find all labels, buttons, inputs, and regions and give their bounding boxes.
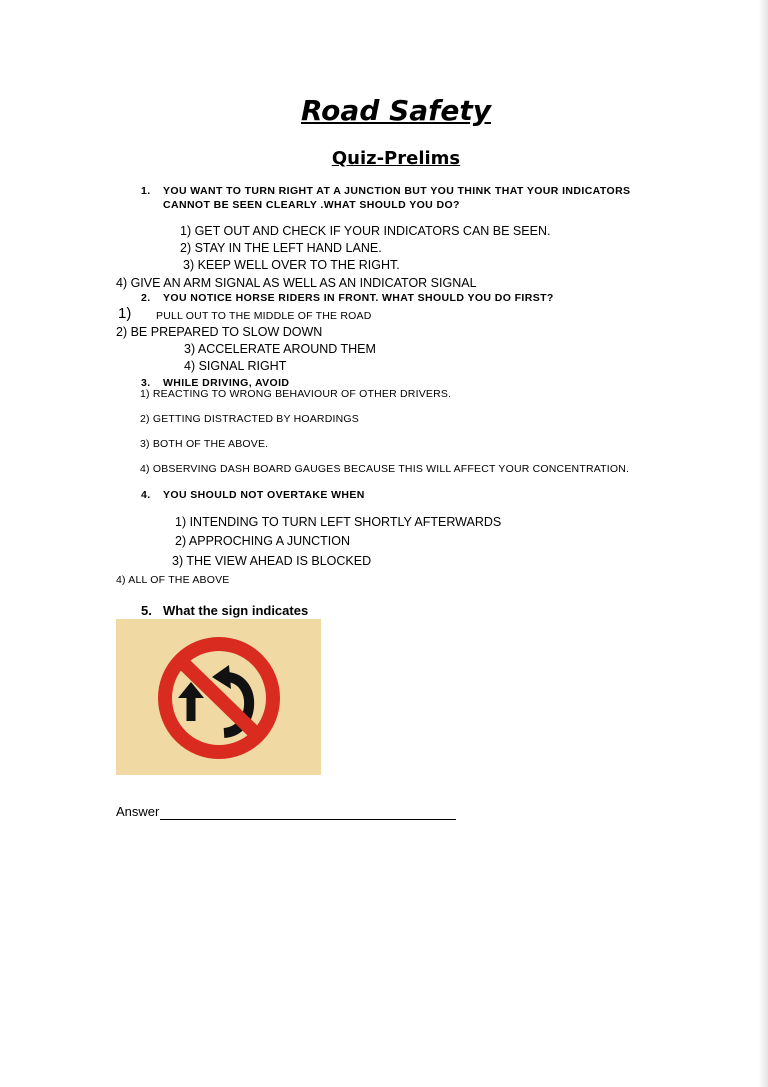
question-3-option-2: 2) GETTING DISTRACTED BY HOARDINGS	[140, 413, 359, 425]
question-1-number: 1.	[141, 185, 151, 197]
question-1-option-3: 3) KEEP WELL OVER TO THE RIGHT.	[183, 258, 400, 272]
question-3-option-3: 3) BOTH OF THE ABOVE.	[140, 438, 269, 450]
question-4-number: 4.	[141, 489, 151, 501]
question-2-text: YOU NOTICE HORSE RIDERS IN FRONT. WHAT SHOULD YOU DO FIRST?	[163, 292, 554, 304]
question-2-option-3: 3) ACCELERATE AROUND THEM	[184, 342, 376, 356]
question-3-option-1: 1) REACTING TO WRONG BEHAVIOUR OF OTHER DRIVERS.	[140, 388, 452, 400]
page-subtitle: Quiz-Prelims	[331, 148, 461, 169]
question-4-option-2: 2) APPROCHING A JUNCTION	[175, 534, 351, 548]
answer-blank-line[interactable]	[160, 819, 456, 820]
page-title: Road Safety	[301, 94, 491, 127]
answer-label: Answer	[116, 804, 160, 819]
question-1-option-1: 1) GET OUT AND CHECK IF YOUR INDICATORS CAN BE SEEN.	[180, 224, 551, 238]
question-3-option-4: 4) OBSERVING DASH BOARD GAUGES BECAUSE THIS WILL AFFECT YOUR CONCENTRATION.	[140, 463, 630, 475]
question-3-number: 3.	[141, 377, 151, 389]
question-4-option-4: 4) ALL OF THE ABOVE	[116, 574, 230, 586]
question-2-number: 2.	[141, 292, 151, 304]
question-3-text: WHILE DRIVING, AVOID	[163, 377, 290, 389]
question-2-option-4: 4) SIGNAL RIGHT	[184, 359, 287, 373]
question-1-option-2: 2) STAY IN THE LEFT HAND LANE.	[180, 241, 382, 255]
question-2-option-1-number: 1)	[118, 305, 132, 322]
question-4-text: YOU SHOULD NOT OVERTAKE WHEN	[163, 489, 365, 501]
question-1-text-line1: YOU WANT TO TURN RIGHT AT A JUNCTION BUT YOU THINK THAT YOUR INDICATORS	[163, 185, 631, 197]
question-4-option-3: 3) THE VIEW AHEAD IS BLOCKED	[172, 554, 372, 568]
question-4-option-1: 1) INTENDING TO TURN LEFT SHORTLY AFTERWARDS	[175, 515, 502, 529]
question-2-option-1-text: PULL OUT TO THE MIDDLE OF THE ROAD	[156, 310, 372, 322]
question-1-text-line2: CANNOT BE SEEN CLEARLY .WHAT SHOULD YOU DO?	[163, 199, 460, 211]
question-2-option-2: 2) BE PREPARED TO SLOW DOWN	[116, 325, 323, 339]
question-1-option-4: 4) GIVE AN ARM SIGNAL AS WELL AS AN INDICATOR SIGNAL	[116, 276, 477, 290]
no-u-turn-sign-icon	[116, 619, 321, 775]
question-5-number: 5.	[141, 603, 152, 618]
question-5-text: What the sign indicates	[163, 603, 309, 618]
